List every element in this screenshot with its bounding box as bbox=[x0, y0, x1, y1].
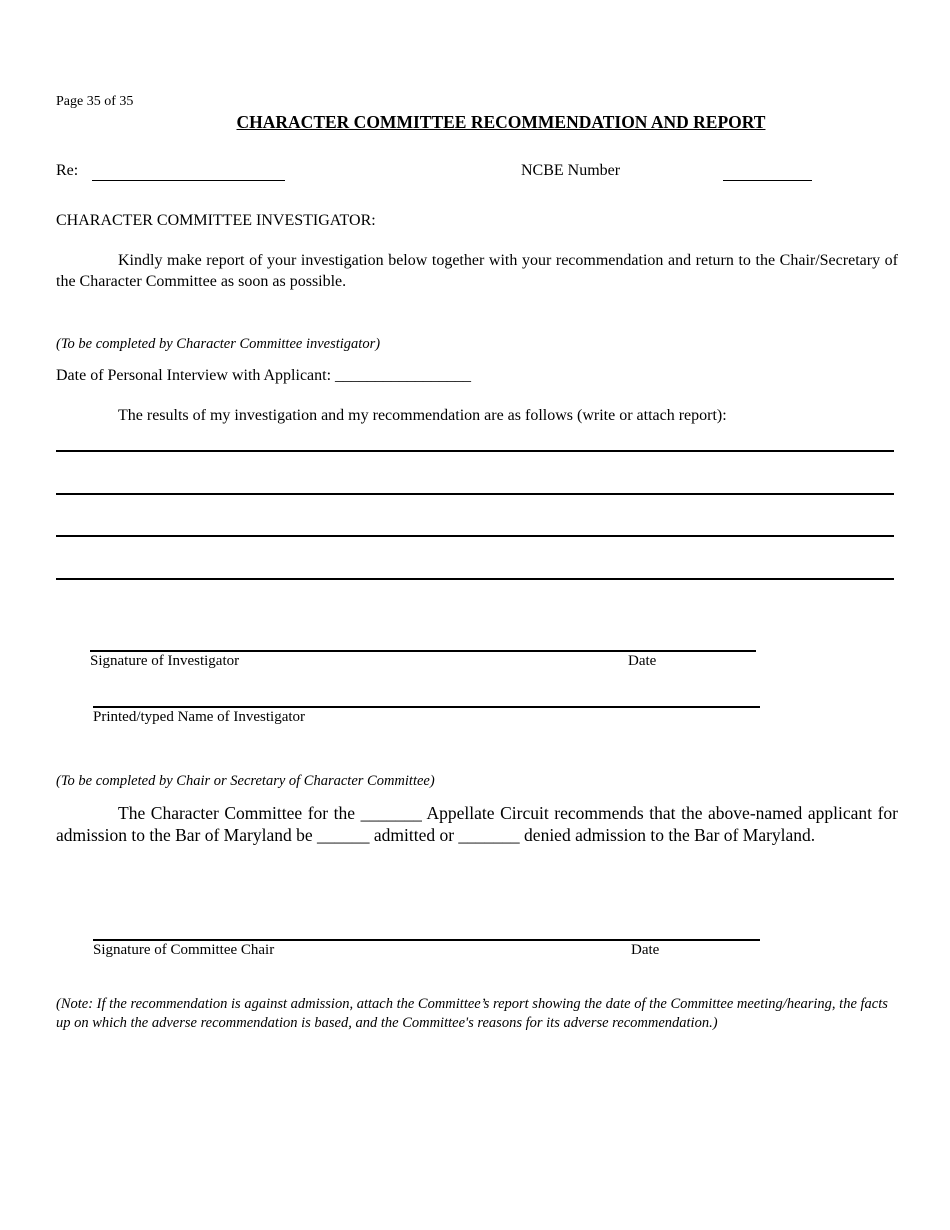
investigator-printed-name-line[interactable] bbox=[93, 706, 760, 708]
investigator-date-label: Date bbox=[628, 653, 657, 669]
report-line-2[interactable] bbox=[56, 493, 894, 495]
recommendation-paragraph-text: The Character Committee for the _______ Appellate Circuit recommends that the above-named applicant for admission to the Bar of Maryland be ______ admitted or _______ denied admission to the Bar of Maryland. bbox=[56, 803, 898, 845]
investigator-signature-line[interactable] bbox=[90, 650, 756, 652]
chair-signature-label: Signature of Committee Chair bbox=[93, 942, 275, 958]
intro-paragraph bbox=[56, 250, 898, 292]
investigator-instruction: (To be completed by Character Committee investigator) bbox=[56, 336, 381, 352]
results-intro-text: The results of my investigation and my recommendation are as follows (write or attach report): bbox=[118, 407, 727, 424]
investigator-heading: CHARACTER COMMITTEE INVESTIGATOR: bbox=[56, 212, 376, 229]
chair-signature-line[interactable] bbox=[93, 939, 760, 941]
report-line-1[interactable] bbox=[56, 450, 894, 452]
page-number: Page 35 of 35 bbox=[56, 94, 134, 109]
ncbe-number-label: NCBE Number bbox=[521, 162, 621, 179]
report-line-3[interactable] bbox=[56, 535, 894, 537]
report-line-4[interactable] bbox=[56, 578, 894, 580]
intro-paragraph-text: Kindly make report of your investigation below together with your recommendation and return to the Chair/Secretary of the Character Committee as soon as possible. bbox=[56, 252, 898, 290]
re-label: Re: bbox=[56, 162, 79, 179]
investigator-signature-label: Signature of Investigator bbox=[90, 653, 240, 669]
investigator-printed-name-label: Printed/typed Name of Investigator bbox=[93, 709, 306, 725]
interview-date-field[interactable]: Date of Personal Interview with Applicant: _________________ bbox=[56, 367, 472, 384]
ncbe-number-field-line[interactable] bbox=[723, 180, 812, 181]
recommendation-paragraph bbox=[56, 802, 898, 846]
page-title: CHARACTER COMMITTEE RECOMMENDATION AND REPORT bbox=[236, 112, 766, 132]
chair-instruction: (To be completed by Chair or Secretary of Character Committee) bbox=[56, 773, 435, 789]
footer-note: (Note: If the recommendation is against admission, attach the Committee’s report showing the date of the Committee meeting/hearing, the facts up on which the adverse recommendation is based, and the Committee's reasons for its adverse recommendation.) bbox=[56, 996, 888, 1031]
re-field-line[interactable] bbox=[92, 180, 285, 181]
chair-date-label: Date bbox=[631, 942, 660, 958]
